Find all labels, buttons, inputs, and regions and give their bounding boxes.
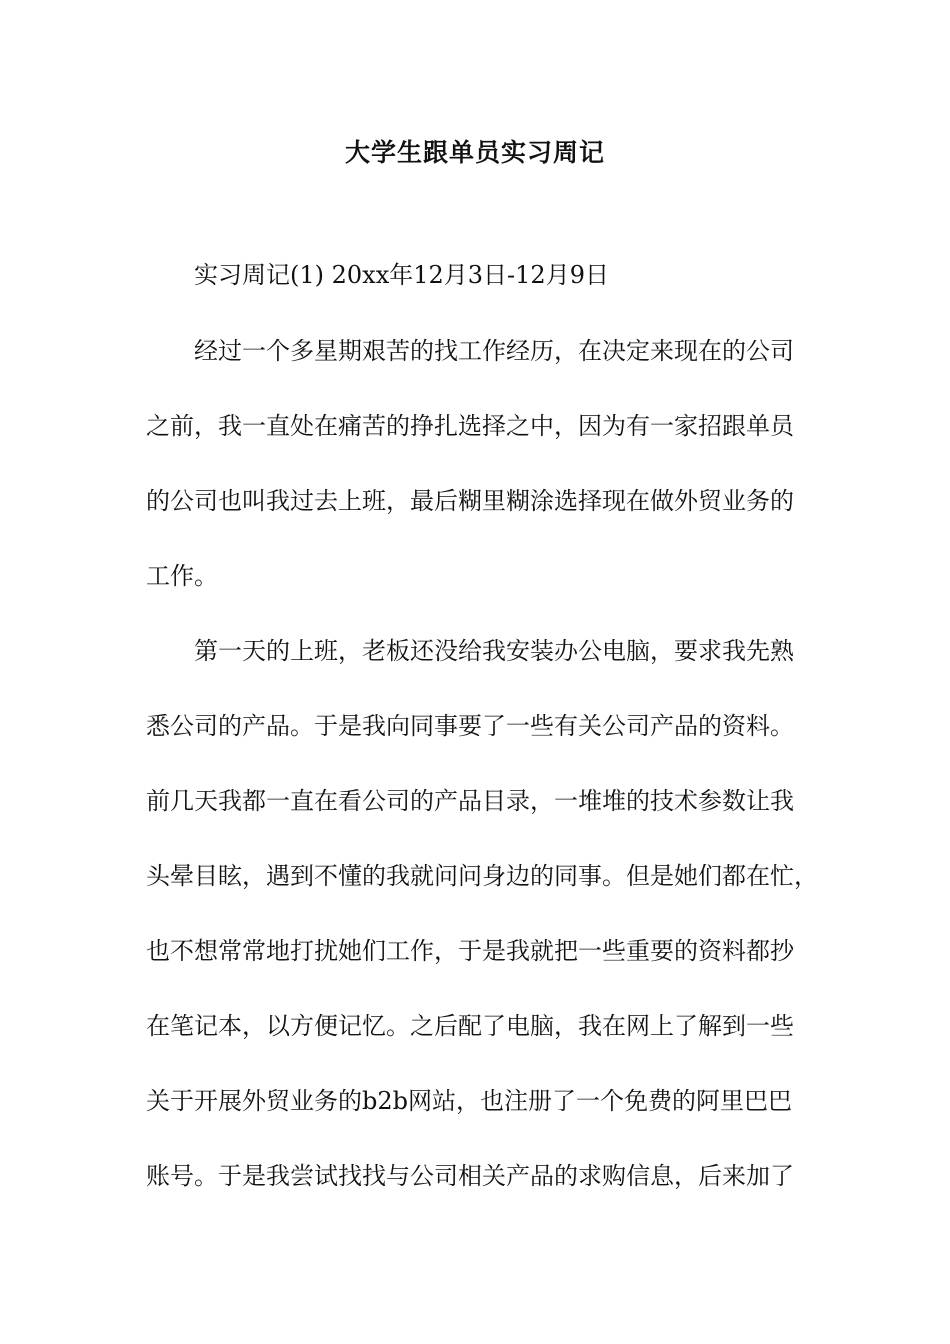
- paragraph-line: 也不想常常地打扰她们工作，于是我就把一些重要的资料都抄: [146, 937, 794, 965]
- document-title: 大学生跟单员实习周记: [344, 138, 605, 167]
- paragraph-line: 头晕目眩，遇到不懂的我就问问身边的同事。但是她们都在忙，: [146, 862, 818, 890]
- paragraph-line: 在笔记本，以方便记忆。之后配了电脑，我在网上了解到一些: [146, 1012, 794, 1040]
- week-heading: 实习周记(1) 20xx年12月3日-12月9日: [194, 261, 609, 289]
- paragraph-line: 经过一个多星期艰苦的找工作经历，在决定来现在的公司: [194, 337, 794, 365]
- paragraph-line: 第一天的上班，老板还没给我安装办公电脑，要求我先熟: [194, 637, 794, 665]
- paragraph-line: 账号。于是我尝试找找与公司相关产品的求购信息，后来加了: [146, 1162, 794, 1190]
- paragraph-line: 工作。: [146, 562, 218, 590]
- paragraph-line: 之前，我一直处在痛苦的挣扎选择之中，因为有一家招跟单员: [146, 412, 794, 440]
- paragraph-line: 的公司也叫我过去上班，最后糊里糊涂选择现在做外贸业务的: [146, 487, 794, 515]
- paragraph-line: 前几天我都一直在看公司的产品目录，一堆堆的技术参数让我: [146, 787, 794, 815]
- paragraph-line: 关于开展外贸业务的b2b网站，也注册了一个免费的阿里巴巴: [146, 1087, 792, 1115]
- paragraph-line: 悉公司的产品。于是我向同事要了一些有关公司产品的资料。: [146, 712, 794, 740]
